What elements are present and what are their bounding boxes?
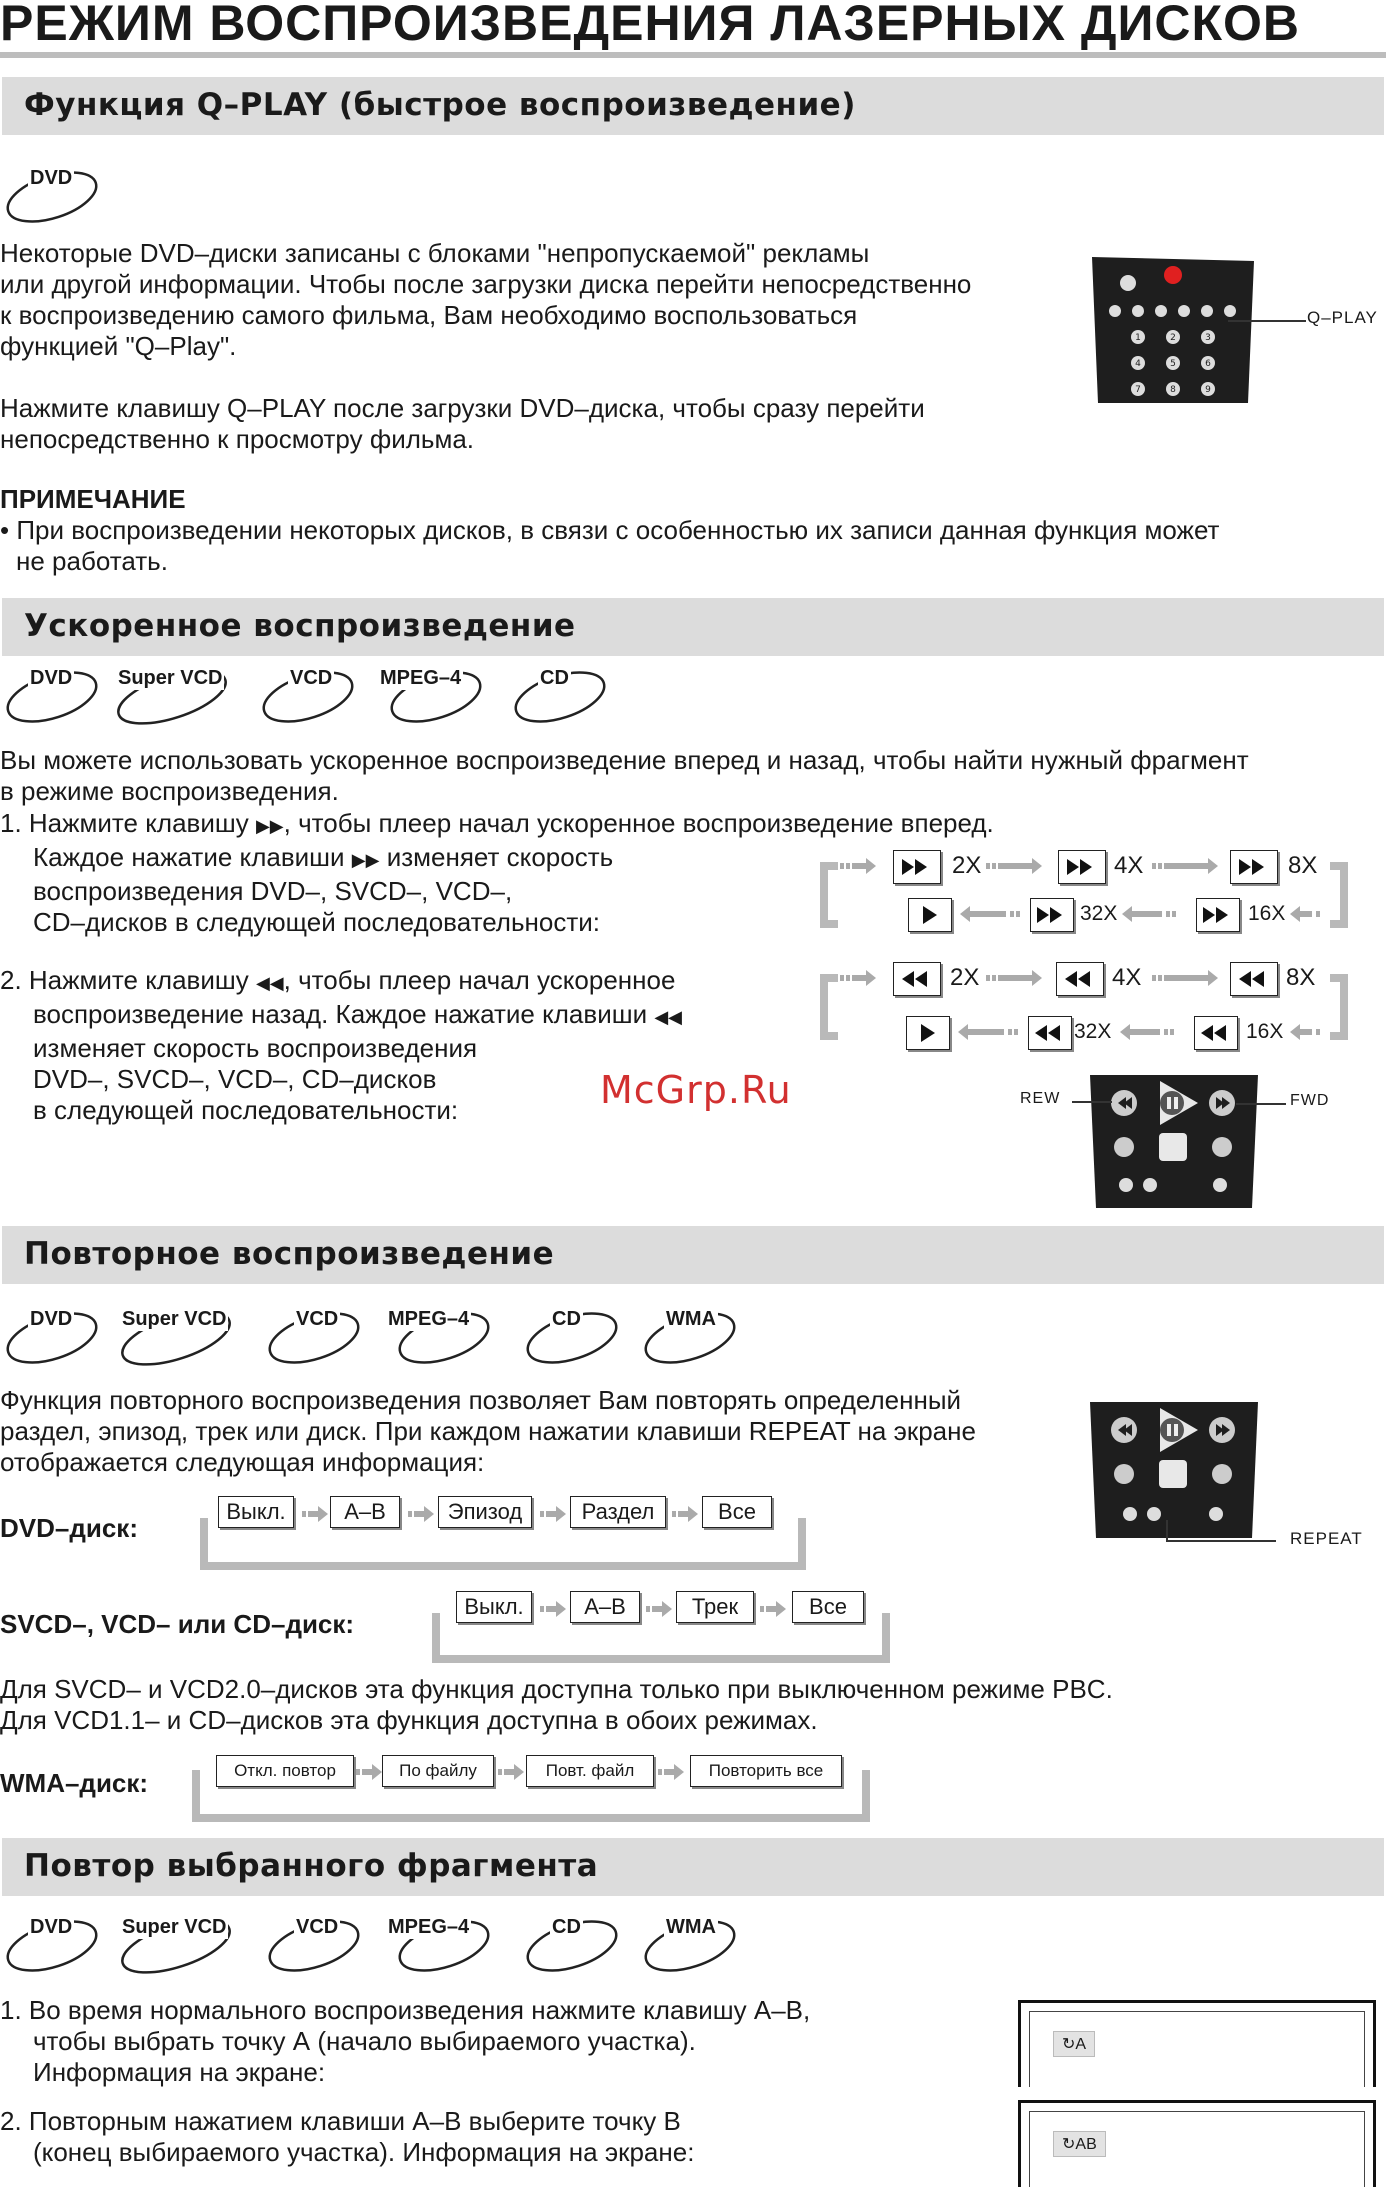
qplay-paragraph-2: Нажмите клавишу Q–PLAY после загрузки DVD–диска, чтобы сразу перейти непосредственно к просмотру фильма. — [0, 393, 925, 454]
rew-icon — [1194, 1016, 1238, 1050]
seq-step: Выкл. — [456, 1591, 532, 1623]
disc-badge-dvd: DVD — [2, 165, 102, 235]
qplay-leader-line — [1228, 320, 1306, 322]
repeat-leader-line — [1166, 1540, 1276, 1542]
remote-repeat-illustration — [1088, 1400, 1260, 1538]
title-rule — [0, 52, 1386, 58]
svg-text:4: 4 — [1135, 359, 1141, 369]
disc-badge-cd: CD — [522, 1914, 622, 1984]
seq-step: Откл. повтор — [216, 1755, 354, 1787]
dvd-disc-label: DVD–диск: — [0, 1513, 138, 1543]
rew-bracket-left — [820, 974, 838, 1040]
seq-step: Повт. файл — [526, 1755, 654, 1787]
disc-badge-vcd: VCD — [258, 665, 358, 735]
play-icon — [906, 1016, 950, 1050]
svg-text:5: 5 — [1170, 359, 1176, 369]
arrow-icon — [986, 858, 1046, 874]
fast-intro: Вы можете использовать ускоренное воспроизведение вперед и назад, чтобы найти нужный фрагмент в режиме воспроизведения. — [0, 745, 1249, 806]
speed-label: 8X — [1286, 964, 1316, 991]
arrow-icon — [1120, 1024, 1184, 1040]
arrow-icon — [960, 906, 1030, 922]
disc-badge-wma: WMA — [640, 1306, 740, 1376]
arrow-icon — [760, 1601, 790, 1617]
ff-icon — [1230, 850, 1278, 884]
fast-step-1: 1. Нажмите клавишу ▶▶, чтобы плеер начал ускоренное воспроизведение вперед. Каждое нажатие клавиши ▶▶ изменяет скорость воспроизведения DVD–, SVCD–, VCD–, CD–дисков в следующей последовательности: — [0, 808, 994, 937]
pbc-note: Для SVCD– и VCD2.0–дисков эта функция доступна только при выключенном режиме PBC. Для VCD1.1– и CD–дисков эта функция доступна в обоих режимах. — [0, 1674, 1113, 1735]
disc-badge-dvd: DVD — [2, 665, 102, 735]
arrow-icon — [1152, 970, 1222, 986]
qplay-remote-label: Q–PLAY — [1307, 308, 1378, 327]
disc-badge-svcd: Super VCD — [114, 1306, 214, 1376]
rew-icon — [1230, 962, 1278, 996]
play-icon — [908, 898, 952, 932]
svg-text:8: 8 — [1170, 385, 1176, 395]
arrow-icon — [540, 1601, 570, 1617]
svg-text:1: 1 — [1135, 333, 1141, 343]
rewind-icon: ◀◀ — [654, 1007, 683, 1027]
section-header-ab: Повтор выбранного фрагмента — [2, 1838, 1384, 1896]
rew-icon — [1056, 962, 1104, 996]
ab-step-1: 1. Во время нормального воспроизведения нажмите клавишу A–B, чтобы выбрать точку А (начало выбираемого участка). Информация на экране: — [0, 1995, 811, 2087]
speed-label: 4X — [1114, 852, 1144, 879]
repeat-icon: ↻ — [1062, 2136, 1076, 2153]
remote-qplay-illustration — [1088, 253, 1258, 408]
disc-badge-vcd: VCD — [264, 1914, 364, 1984]
arrow-icon — [498, 1764, 528, 1780]
qplay-paragraph-1: Некоторые DVD–диски записаны с блоками "непропускаемой" рекламы или другой информации. Чтобы после загрузки диска перейти непосредственно к воспроизведению самого фильма, Вам необходимо воспользоваться функцией "Q–Play". — [0, 238, 972, 361]
disc-badge-svcd: Super VCD — [110, 665, 210, 735]
ff-icon — [1030, 898, 1074, 932]
speed-label: 32X — [1074, 1020, 1112, 1043]
seq-step: Все — [702, 1496, 772, 1528]
speed-label: 2X — [952, 852, 982, 879]
fast-forward-icon: ▶▶ — [351, 850, 380, 870]
speed-label: 2X — [950, 964, 980, 991]
seq-step: По файлу — [382, 1755, 494, 1787]
svg-text:9: 9 — [1205, 385, 1211, 395]
disc-badge-cd: CD — [522, 1306, 622, 1376]
seq-step: Раздел — [570, 1496, 666, 1528]
disc-badge-mpeg4: MPEG–4 — [378, 665, 478, 735]
rew-icon — [893, 962, 941, 996]
osd-indicator-ab: ↻AB — [1053, 2131, 1106, 2157]
speed-label: 16X — [1246, 1020, 1284, 1043]
watermark: McGrp.Ru — [600, 1068, 792, 1112]
disc-badge-dvd: DVD — [2, 1306, 102, 1376]
osd-screen-a — [1018, 2000, 1376, 2087]
speed-label: 4X — [1112, 964, 1142, 991]
seq-step: Все — [792, 1591, 864, 1623]
seq-step: Трек — [676, 1591, 754, 1623]
repeat-intro: Функция повторного воспроизведения позволяет Вам повторять определенный раздел, эпизод, трек или диск. При каждом нажатии клавиши REPEAT на экране отображается следующая информация: — [0, 1385, 976, 1477]
speed-label: 8X — [1288, 852, 1318, 879]
arrow-icon — [840, 970, 880, 986]
repeat-leader-vertical — [1166, 1520, 1168, 1540]
arrow-icon — [646, 1601, 676, 1617]
disc-badge-wma: WMA — [640, 1914, 740, 1984]
page-title: РЕЖИМ ВОСПРОИЗВЕДЕНИЯ ЛАЗЕРНЫХ ДИСКОВ — [0, 0, 1301, 51]
disc-badge-vcd: VCD — [264, 1306, 364, 1376]
seq-step: Выкл. — [218, 1496, 294, 1528]
rew-bracket-right — [1330, 974, 1348, 1040]
osd-indicator-a: ↻A — [1053, 2031, 1095, 2057]
fwd-bracket-left — [820, 862, 838, 928]
arrow-icon — [840, 858, 880, 874]
disc-badge-mpeg4: MPEG–4 — [386, 1306, 486, 1376]
fast-forward-icon: ▶▶ — [255, 816, 284, 836]
disc-badge-svcd: Super VCD — [114, 1914, 214, 1984]
arrow-icon — [1152, 858, 1222, 874]
disc-badge-cd: CD — [510, 665, 610, 735]
svg-text:3: 3 — [1205, 333, 1211, 343]
disc-badge-dvd: DVD — [2, 1914, 102, 1984]
arrow-icon — [672, 1506, 702, 1522]
rew-label: REW — [1020, 1090, 1061, 1107]
seq-step: А–В — [330, 1496, 400, 1528]
repeat-icon: ↻ — [1062, 2036, 1076, 2053]
speed-label: 16X — [1248, 902, 1286, 925]
ff-icon — [893, 850, 941, 884]
svg-text:7: 7 — [1135, 385, 1141, 395]
seq-step: Эпизод — [438, 1496, 532, 1528]
fwd-label: FWD — [1290, 1092, 1330, 1109]
fwd-bracket-right — [1330, 862, 1348, 928]
rew-leader-line — [1072, 1101, 1112, 1103]
arrow-icon — [1290, 1024, 1330, 1040]
svg-text:2: 2 — [1170, 333, 1176, 343]
section-header-repeat: Повторное воспроизведение — [2, 1226, 1384, 1284]
seq-step: А–В — [570, 1591, 640, 1623]
arrow-icon — [1290, 906, 1330, 922]
svcd-disc-label: SVCD–, VCD– или CD–диск: — [0, 1609, 355, 1639]
fast-step-2: 2. Нажмите клавишу ◀◀, чтобы плеер начал ускоренное воспроизведение назад. Каждое нажатие клавиши ◀◀ изменяет скорость воспроизведения DVD–, SVCD–, VCD–, CD–дисков в следующей последовательности: — [0, 965, 683, 1125]
section-header-fast: Ускоренное воспроизведение — [2, 598, 1384, 656]
arrow-icon — [986, 970, 1046, 986]
seq-step: Повторить все — [690, 1755, 842, 1787]
note-title: ПРИМЕЧАНИЕ — [0, 484, 186, 514]
ab-step-2: 2. Повторным нажатием клавиши A–B выберите точку В (конец выбираемого участка). Информация на экране: — [0, 2106, 695, 2167]
ff-icon — [1196, 898, 1240, 932]
rew-icon — [1028, 1016, 1072, 1050]
remote-transport-illustration — [1088, 1073, 1260, 1208]
svg-text:6: 6 — [1205, 359, 1211, 369]
disc-badge-mpeg4: MPEG–4 — [386, 1914, 486, 1984]
ff-icon — [1058, 850, 1106, 884]
osd-screen-ab — [1018, 2100, 1376, 2187]
note-text: • При воспроизведении некоторых дисков, в связи с особенностью их записи данная функция может не работать. — [0, 515, 1220, 576]
arrow-icon — [408, 1506, 438, 1522]
arrow-icon — [958, 1024, 1028, 1040]
section-header-qplay: Функция Q–PLAY (быстрое воспроизведение) — [2, 77, 1384, 135]
fwd-leader-line — [1236, 1103, 1286, 1105]
arrow-icon — [1122, 906, 1186, 922]
wma-disc-label: WMA–диск: — [0, 1768, 149, 1798]
arrow-icon — [540, 1506, 570, 1522]
arrow-icon — [658, 1764, 688, 1780]
rewind-icon: ◀◀ — [255, 973, 284, 993]
repeat-remote-label: REPEAT — [1290, 1529, 1363, 1548]
speed-label: 32X — [1080, 902, 1118, 925]
arrow-icon — [302, 1506, 332, 1522]
